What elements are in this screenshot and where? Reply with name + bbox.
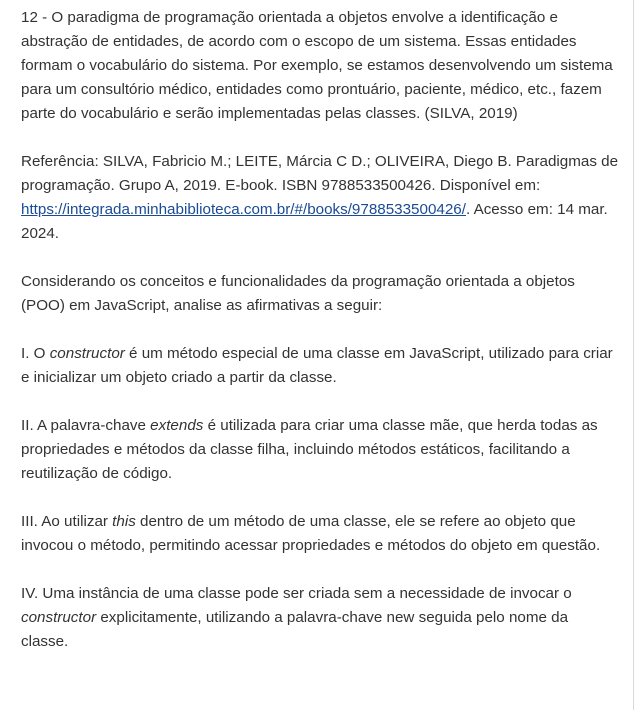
statement-iv bbox=[21, 582, 619, 654]
reference-paragraph bbox=[21, 150, 619, 246]
statement-i-text: é um método especial de uma classe em JavaScript, utilizado para criar e inicializar um objeto criado a partir da classe. bbox=[21, 345, 613, 386]
statement-iii bbox=[21, 510, 619, 558]
reference-link[interactable]: https://integrada.minhabiblioteca.com.br/#/books/9788533500426/ bbox=[21, 201, 466, 218]
reference-access-date: . Acesso em: 14 mar. 2024. bbox=[21, 201, 608, 242]
statement-i-keyword: constructor bbox=[49, 345, 125, 362]
statement-i-prefix: I. O bbox=[21, 345, 50, 362]
statement-i bbox=[21, 342, 619, 390]
reference-text: Referência: SILVA, Fabricio M.; LEITE, Márcia C D.; OLIVEIRA, Diego B. Paradigmas de programação. Grupo A, 2019. E-book. ISBN 9788533500426. Disponível em: bbox=[21, 153, 619, 194]
statement-ii-prefix: II. A palavra-chave bbox=[21, 417, 151, 434]
statement-iv-text: explicitamente, utilizando a palavra-chave new seguida pelo nome da classe. bbox=[21, 609, 569, 650]
question-content bbox=[21, 6, 619, 654]
statement-iv-keyword: constructor bbox=[21, 609, 97, 626]
statement-iii-text: dentro de um método de uma classe, ele se refere ao objeto que invocou o método, permitindo acessar propriedades e métodos do objeto em questão. bbox=[21, 513, 601, 554]
question-statement: 12 - O paradigma de programação orientada a objetos envolve a identificação e abstração de entidades, de acordo com o escopo de um sistema. Essas entidades formam o vocabulário do sistema. Por exemplo, se estamos desenvolvendo um sistema para um consultório médico, entidades como prontuário, paciente, médico, etc., fazem parte do vocabulário e serão implementadas pelas classes. (SILVA, 2019) bbox=[21, 9, 613, 122]
statement-iii-prefix: III. Ao utilizar bbox=[21, 513, 113, 530]
question-prompt: Considerando os conceitos e funcionalidades da programação orientada a objetos (POO) em JavaScript, analise as afirmativas a seguir: bbox=[21, 273, 575, 314]
statement-iii-keyword: this bbox=[112, 513, 136, 530]
statement-ii-keyword: extends bbox=[150, 417, 204, 434]
statement-iv-prefix: IV. Uma instância de uma classe pode ser criada sem a necessidade de invocar o bbox=[21, 585, 572, 602]
statement-ii-text: é utilizada para criar uma classe mãe, que herda todas as propriedades e métodos da classe filha, incluindo métodos estáticos, facilitando a reutilização de código. bbox=[21, 417, 598, 482]
statement-ii bbox=[21, 414, 619, 486]
